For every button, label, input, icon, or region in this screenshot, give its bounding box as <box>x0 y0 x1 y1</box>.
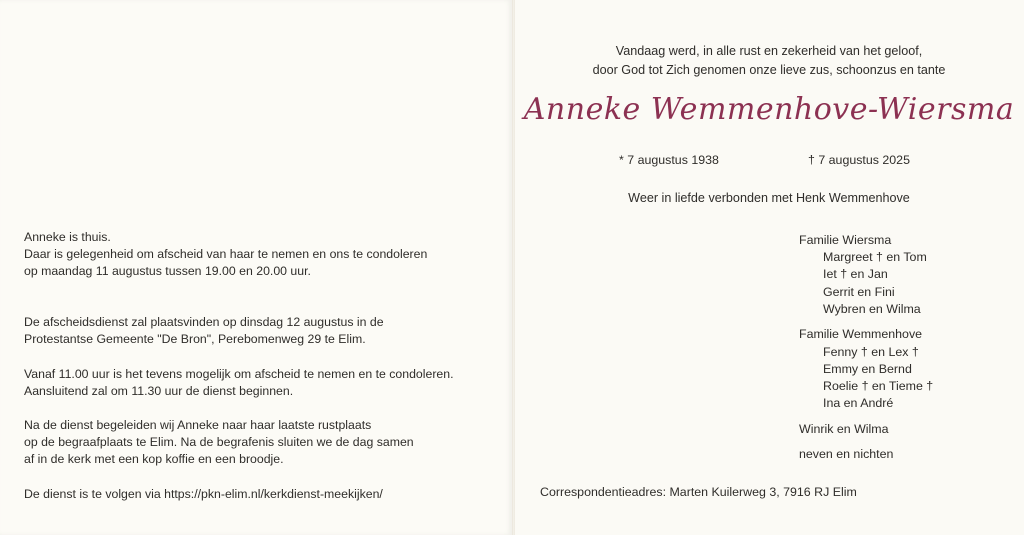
paragraph-line: Anneke is thuis. <box>24 230 111 244</box>
nephews-nieces-line: neven en nichten <box>799 447 894 461</box>
family-member: Wybren en Wilma <box>823 302 921 316</box>
family-wemmenhove-heading: Familie Wemmenhove <box>799 327 923 341</box>
death-date: † 7 augustus 2025 <box>808 153 910 167</box>
family-member: Gerrit en Fini <box>823 285 895 299</box>
family-member: Ina en André <box>823 396 894 410</box>
intro-line: Vandaag werd, in alle rust en zekerheid van het geloof, <box>615 44 923 58</box>
livestream-paragraph <box>24 486 383 503</box>
deceased-name: Anneke Wemmenhove-Wiersma <box>523 92 1015 127</box>
livestream-line: De dienst is te volgen via https://pkn-elim.nl/kerkdienst-meekijken/ <box>24 487 383 501</box>
paragraph-line: op de begraafplaats te Elim. Na de begrafenis sluiten we de dag samen <box>24 435 414 450</box>
paragraph-line: De afscheidsdienst zal plaatsvinden op dinsdag 12 augustus in de <box>24 315 384 329</box>
winrik-line: Winrik en Wilma <box>799 422 889 436</box>
card-fold <box>512 0 515 535</box>
family-member: Iet † en Jan <box>823 267 888 281</box>
paragraph-line: Protestantse Gemeente "De Bron", Perebomenweg 29 te Elim. <box>24 332 366 347</box>
paragraph-line: af in de kerk met een kop koffie en een broodje. <box>24 452 284 467</box>
service-paragraph <box>24 314 384 348</box>
visitation-paragraph <box>24 229 427 281</box>
family-member: Roelie † en Tieme † <box>823 379 934 393</box>
correspondence-address: Correspondentieadres: Marten Kuilerweg 3, 7916 RJ Elim <box>540 485 857 499</box>
family-member: Emmy en Bernd <box>823 362 912 376</box>
paragraph-line: op maandag 11 augustus tussen 19.00 en 20.00 uur. <box>24 264 311 279</box>
paragraph-line: Vanaf 11.00 uur is het tevens mogelijk om afscheid te nemen en te condoleren. <box>24 367 454 381</box>
intro-text <box>514 42 1024 80</box>
intro-line: door God tot Zich genomen onze lieve zus, schoonzus en tante <box>592 63 946 77</box>
paragraph-line: Daar is gelegenheid om afscheid van haar te nemen en ons te condoleren <box>24 247 428 262</box>
burial-paragraph <box>24 417 414 469</box>
family-member: Fenny † en Lex † <box>823 345 919 359</box>
birth-date: * 7 augustus 1938 <box>619 153 719 167</box>
condolence-paragraph <box>24 366 454 400</box>
paragraph-line: Na de dienst begeleiden wij Anneke naar haar laatste rustplaats <box>24 418 372 432</box>
family-wiersma-heading: Familie Wiersma <box>799 233 892 247</box>
right-page <box>514 0 1024 535</box>
paragraph-line: Aansluitend zal om 11.30 uur de dienst beginnen. <box>24 384 294 399</box>
family-member: Margreet † en Tom <box>823 250 927 264</box>
reunited-line: Weer in liefde verbonden met Henk Wemmenhove <box>628 191 910 205</box>
